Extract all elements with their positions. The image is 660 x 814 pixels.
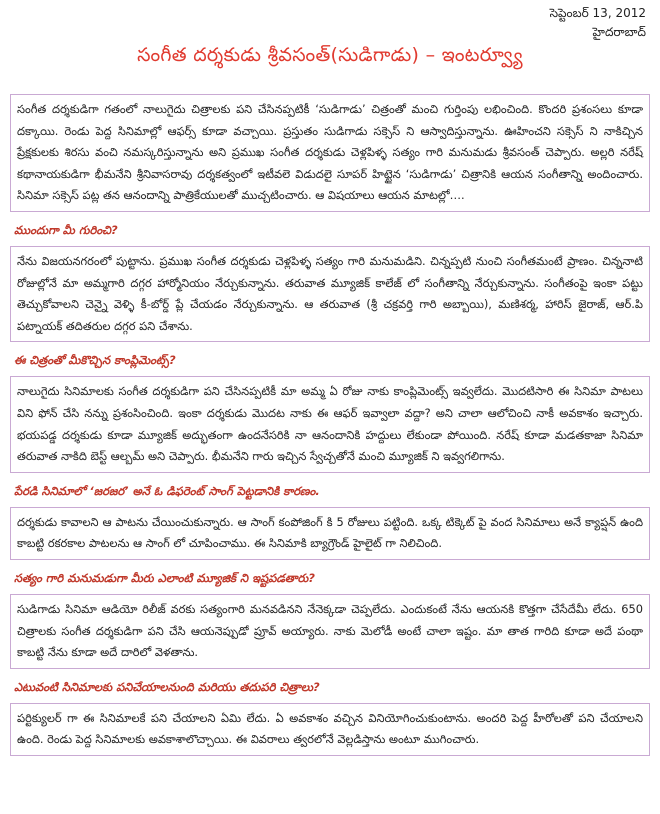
answer-1: నేను విజయనగరంలో పుట్టాను. ప్రముఖ సంగీత దర్శకుడు చెళ్లపిళ్ళ సత్యం గారి మనుమడిని. చిన్నప్పటి నుంచి సంగీతమంటే ప్రాణం. చిన్ననాటి రోజుల్లోనే మా అమ్మగారి దగ్గర హార్మోనియం నేర్చుకున్నాను. తరువాత మ్యూజిక్ కాలేజ్ లో సంగీతాన్ని నేర్చుకున్నాను. సంగీతంపై ఇంకా పట్టు తెచ్చుకోవాలని చెన్నై వెళ్ళి కీ-బోర్డ్ ప్లే చేయడం నేర్చుకున్నాను. ఆ తరువాత (శ్రీ చక్రవర్తి గారి అబ్బాయి), మణిశర్మ, హారిస్ జైరాజ్, ఆర్.పి పట్నాయక్ తదితరుల దగ్గర పని చేశాను.	[10, 246, 650, 342]
answer-3: దర్శకుడు కావాలని ఆ పాటను చేయించుకున్నారు. ఆ సాంగ్ కంపోజింగ్ కి 5 రోజులు పట్టింది. ఒక్క టిక్కెట్ పై వంద సినిమాలు అనే క్యాప్షన్ ఉంది కాబట్టి రకరకాల పాటలను ఆ సాంగ్ లో చూపించాము. ఈ సినిమాకి బ్యాగ్రౌండ్ హైలైట్ గా నిలిచింది.	[10, 507, 650, 560]
question-3: పేరడి సినిమాలో ‘జరజర’ అనే ఓ డిఫరెంట్ సాంగ్ పెట్టడానికి కారణం.	[14, 483, 320, 498]
question-2: ఈ చిత్రంతో మీకొచ్చిన కాంప్లిమెంట్స్?	[14, 353, 176, 368]
dateline	[550, 4, 646, 42]
answer-2: నాలుగైదు సినిమాలకు సంగీత దర్శకుడిగా పని చేసినప్పటికీ మా అమ్మ ఏ రోజు నాకు కాంప్లిమెంట్స్ ఇవ్వలేదు. మొదటిసారి ఈ సినిమా పాటలు విని ఫోన్ చేసి నన్ను ప్రశంసించింది. ఇంకా దర్శకుడు మొదట నాకు ఈ ఆఫర్ ఇవ్వాలా వద్దా? అని చాలా ఆలోచించి నాకీ అవకాశం ఇచ్చారు. భయపడ్డ దర్శకుడు కూడా మ్యూజిక్ అద్భుతంగా ఉందనేసరికి నా ఆనందానికి హద్దులు లేకుండా పోయింది. నరేష్ కూడా మడతకాజా సినిమా తరువాత నాకిది బెస్ట్ ఆల్బమ్ అని చెప్పారు. భీమనేని గారు ఇచ్చిన స్వేచ్చతోనే మంచి మ్యూజిక్ ని ఇవ్వగలిగాను.	[10, 376, 650, 472]
answer-5: పర్టిక్యులర్ గా ఈ సినిమాలకే పని చేయాలని ఏమి లేదు. ఏ అవకాశం వచ్చిన వినియోగించుకుంటాను. అందరి పెద్ద హీరోలతో పని చేయాలని ఉంది. రెండు పెద్ద సినిమాలకు అవకాశాలొచ్చాయి. ఈ వివరాలు త్వరలోనే వెల్లడిస్తాను అంటూ ముగించారు.	[10, 703, 650, 756]
question-1: ముందుగా మీ గురించి?	[14, 222, 118, 237]
article-date: సెప్టెంబర్ 13, 2012	[549, 6, 646, 20]
article-body	[10, 94, 650, 766]
intro-paragraph: సంగీత దర్శకుడిగా గతంలో నాలుగైదు చిత్రాలకు పని చేసినప్పటికీ ‘సుడిగాడు’ చిత్రంతో మంచి గుర్తింపు లభించింది. కొందరి ప్రశంసలు కూడా దక్కాయి. రెండు పెద్ద సినిమాల్లో ఆఫర్స్ కూడా వచ్చాయి. ప్రస్తుతం సుడిగాడు సక్సెస్ ని ఆస్వాదిస్తున్నాను. ఊహించని సక్సెస్ ని నాకిచ్చిన ప్రేక్షకులకు శిరసు వంచి నమస్కరిస్తున్నాను అని ప్రముఖ సంగీత దర్శకుడు చెళ్లపిళ్ళ సత్యం గారి మనుమడు శ్రీవసంత్ చెప్పారు. అల్లరి నరేష్ కథానాయకుడిగా భీమనేని శ్రీనివాసరావు దర్శకత్వంలో ఇటీవలె విడుదలై సూపర్ హిట్టైన ‘సుడిగాడు’ చిత్రానికి ఆయన సంగీతాన్ని అందించారు. సినిమా సక్సెస్ పట్ల తన ఆనందాన్ని పాత్రికేయులతో ముచ్చటించారు. ఆ విషయాలు ఆయన మాటల్లో….	[10, 94, 650, 212]
article-city: హైదరాబాద్	[592, 25, 646, 39]
question-5: ఎటువంటి సినిమాలకు పనిచేయాలనుంది మరియు తదుపరి చిత్రాలు?	[14, 679, 320, 694]
answer-4: సుడిగాడు సినిమా ఆడియో రిలీజ్ వరకు సత్యంగారి మనవడినని నేనెక్కడా చెప్పలేదు. ఎందుకంటే నేను ఆయనకి కొత్తగా చేసేదేమీ లేదు. 650 చిత్రాలకు సంగీత దర్శకుడిగా పని చేసి ఆయనెప్పుడో ప్రూవ్ అయ్యారు. నాకు మెలోడీ అంటే చాలా ఇష్టం. మా తాత గారిది కూడా అదే పంథా కాబట్టి నేను కూడా అదే దారిలో వెళతాను.	[10, 594, 650, 669]
article-title: సంగీత దర్శకుడు శ్రీవసంత్(సుడిగాడు) – ఇంటర్వ్యూ	[137, 44, 523, 66]
question-4: సత్యం గారి మనుమడుగా మీరు ఎలాంటి మ్యూజిక్ ని ఇష్టపడతారు?	[14, 570, 315, 585]
